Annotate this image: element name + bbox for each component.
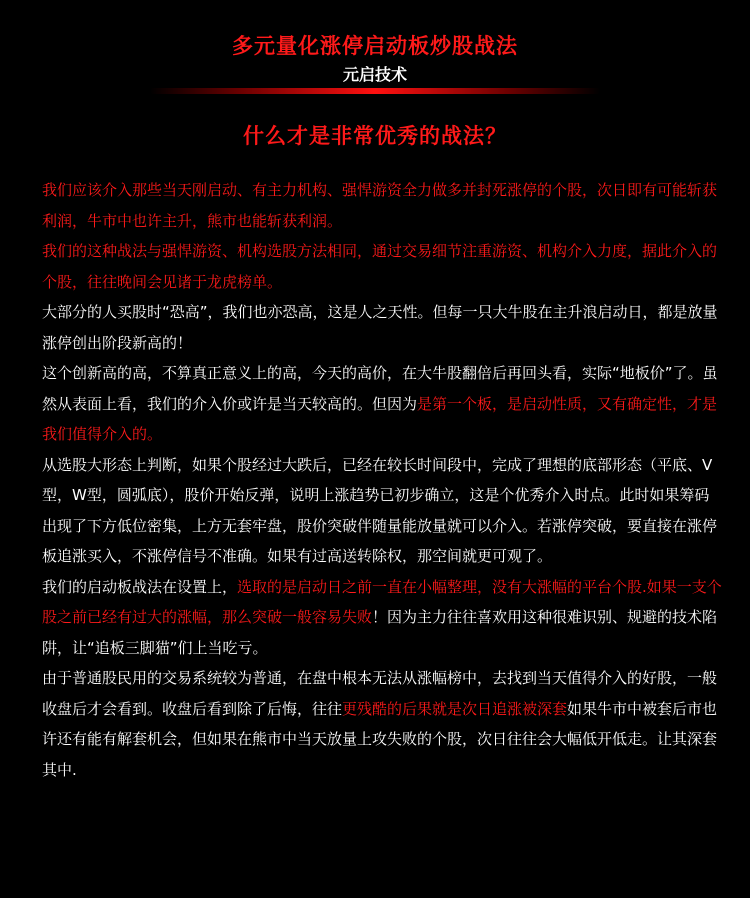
text-segment: ！因为主力往往喜欢用这种很难识别、规避的技术陷阱，让“追板三脚猫”们上当吃亏。 bbox=[42, 608, 718, 657]
paragraph-7 bbox=[42, 663, 722, 785]
header bbox=[0, 0, 750, 110]
highlight-segment: 选取的是启动日之前一直在小幅整理，没有大涨幅的平台个股.如果一支个股之前已经有过大的涨幅，那么突破一般容易失败 bbox=[42, 577, 722, 626]
paragraph-5 bbox=[42, 450, 722, 572]
highlight-segment: 是第一个板，是启动性质，又有确定性，才是我们值得介入的。 bbox=[42, 394, 718, 443]
paragraph-4 bbox=[42, 358, 722, 450]
paragraph-6 bbox=[42, 572, 722, 664]
text-segment: 我们的这种战法与强悍游资、机构选股方法相同，通过交易细节注重游资、机构介入力度，据此介入的个股，往往晚间会见诸于龙虎榜单。 bbox=[42, 242, 718, 291]
highlight-segment: 更残酷的后果就是次日追涨被深套 bbox=[342, 699, 568, 718]
text-segment: 我们应该介入那些当天刚启动、有主力机构、强悍游资全力做多并封死涨停的个股，次日即有可能斩获利润，牛市中也许主升，熊市也能斩获利润。 bbox=[42, 181, 718, 230]
text-segment: 大部分的人买股时“恐高”，我们也亦恐高，这是人之天性。但每一只大牛股在主升浪启动日，都是放量涨停创出阶段新高的！ bbox=[42, 303, 718, 352]
page-subtitle: 元启技术 bbox=[342, 65, 407, 84]
paragraph-3 bbox=[42, 297, 722, 358]
decorative-red-bar bbox=[150, 88, 600, 94]
page-title: 多元量化涨停启动板炒股战法 bbox=[232, 34, 518, 58]
paragraph-1 bbox=[42, 175, 722, 236]
section-heading: 什么才是非常优秀的战法？ bbox=[243, 124, 507, 148]
text-segment: 由于普通股民用的交易系统较为普通，在盘中根本无法从涨幅榜中，去找到当天值得介入的好股，一般收盘后才会看到。收盘后看到除了后悔，往往 bbox=[42, 669, 718, 718]
article-body bbox=[42, 175, 722, 785]
text-segment: 我们的启动板战法在设置上， bbox=[42, 577, 238, 596]
text-segment: 如果牛市中被套后市也许还有能有解套机会，但如果在熊市中当天放量上攻失败的个股，次日往往会大幅低开低走。让其深套其中. bbox=[42, 699, 718, 779]
text-segment: 从选股大形态上判断，如果个股经过大跌后，已经在较长时间段中，完成了理想的底部形态（平底、V型，W型，圆弧底），股价开始反弹，说明上涨趋势已初步确立，这是个优秀介入时点。此时如果筹码出现了下方低位密集，上方无套牢盘，股价突破伴随量能放量就可以介入。若涨停突破，要直接在涨停板追涨买入，不涨停信号不准确。如果有过高送转除权，那空间就更可观了。 bbox=[42, 455, 718, 565]
paragraph-2 bbox=[42, 236, 722, 297]
text-segment: 这个创新高的高，不算真正意义上的高，今天的高价，在大牛股翻倍后再回头看，实际“地板价”了。虽然从表面上看，我们的介入价或许是当天较高的。但因为 bbox=[42, 364, 718, 413]
